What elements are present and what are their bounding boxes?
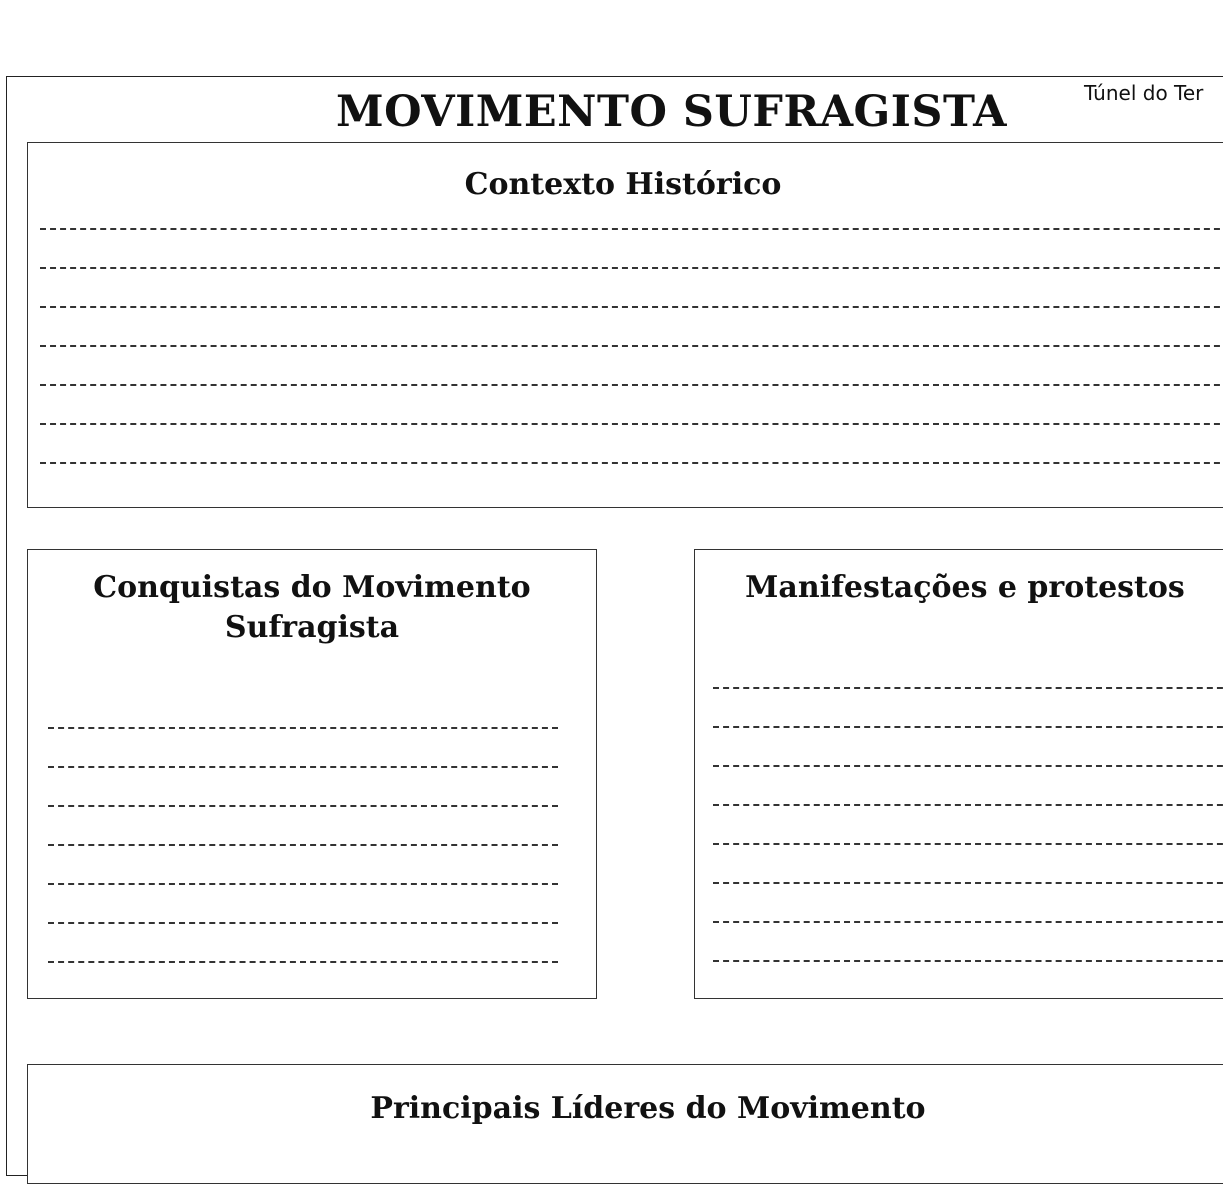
writing-line	[713, 777, 1223, 816]
writing-line	[48, 817, 558, 856]
writing-line	[713, 699, 1223, 738]
writing-line	[48, 934, 558, 973]
lideres-section	[27, 1064, 1223, 1184]
writing-line	[48, 895, 558, 934]
writing-line	[48, 739, 558, 778]
writing-line	[713, 660, 1223, 699]
brand-label: Túnel do Ter	[1084, 81, 1204, 105]
conquistas-writing-lines	[48, 700, 558, 973]
conquistas-section-title: Conquistas do Movimento Sufragista	[93, 570, 531, 645]
manifestacoes-writing-lines	[713, 660, 1223, 972]
lideres-section-title: Principais Líderes do Movimento	[370, 1091, 926, 1126]
writing-line	[40, 435, 1223, 474]
writing-line	[713, 894, 1223, 933]
writing-line	[40, 357, 1223, 396]
context-section-title: Contexto Histórico	[464, 167, 782, 202]
writing-line	[713, 738, 1223, 777]
writing-line	[40, 396, 1223, 435]
writing-line	[40, 201, 1223, 240]
page-title: MOVIMENTO SUFRAGISTA	[336, 87, 1007, 137]
writing-line	[40, 279, 1223, 318]
writing-line	[48, 700, 558, 739]
context-writing-lines	[40, 201, 1223, 474]
manifestacoes-section	[694, 549, 1223, 999]
writing-line	[40, 240, 1223, 279]
writing-line	[40, 318, 1223, 357]
context-section	[27, 142, 1223, 508]
writing-line	[48, 856, 558, 895]
manifestacoes-section-title: Manifestações e protestos	[745, 570, 1185, 605]
writing-line	[713, 816, 1223, 855]
writing-line	[713, 933, 1223, 972]
writing-line	[713, 855, 1223, 894]
conquistas-section	[27, 549, 597, 999]
writing-line	[48, 778, 558, 817]
